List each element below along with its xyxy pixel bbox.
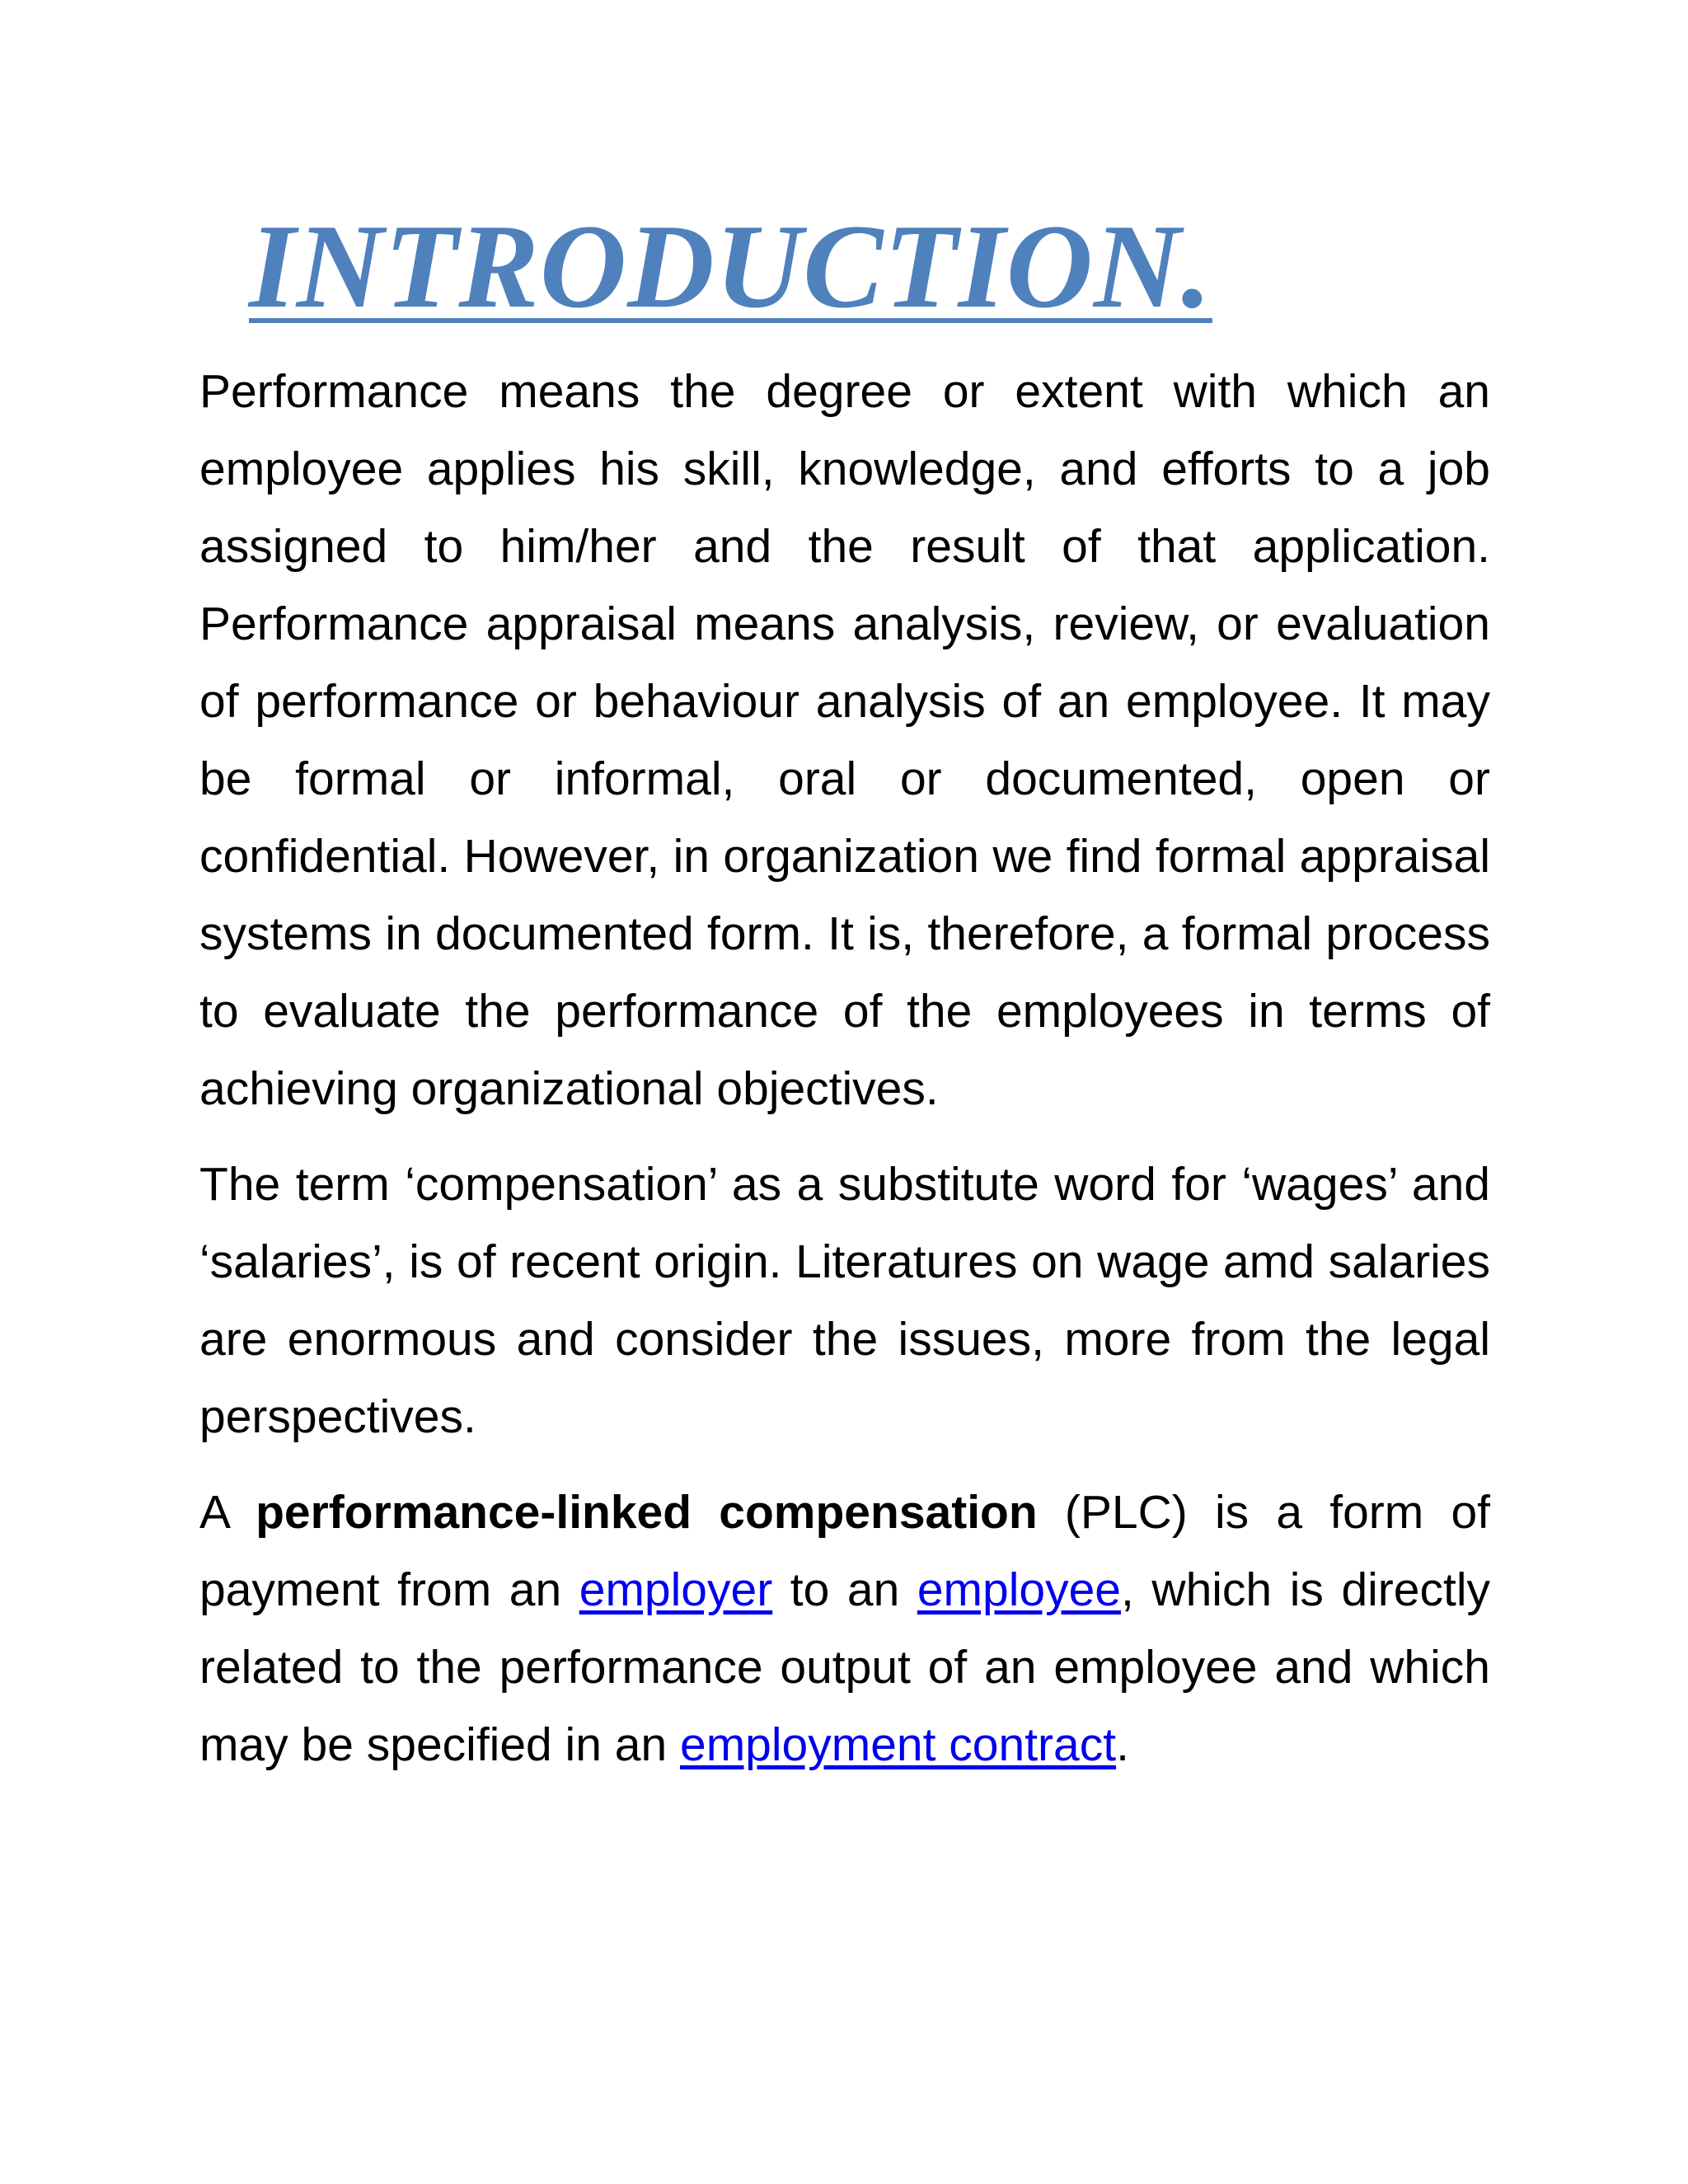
plc-text-part3: to an	[772, 1563, 917, 1616]
plc-bold-term: performance-linked compensation	[256, 1486, 1038, 1539]
employee-link[interactable]: employee	[917, 1563, 1121, 1616]
plc-text-part4: , which is directly related to the performance output of an employee and which may be specified in an	[199, 1563, 1490, 1771]
plc-text-part5: .	[1116, 1718, 1129, 1771]
paragraph-plc-definition	[199, 1474, 1490, 1783]
paragraph-performance-definition: Performance means the degree or extent with which an employee applies his skill, knowledge, and efforts to a job assigned to him/her and the result of that application. Performance appraisal means analysis, review, or evaluation of performance or behaviour analysis of an employee. It may be formal or informal, oral or documented, open or confidential. However, in organization we find formal appraisal systems in documented form. It is, therefore, a formal process to evaluate the performance of the employees in terms of achieving organizational objectives.	[199, 365, 1490, 1115]
employment-contract-link[interactable]: employment contract	[680, 1718, 1117, 1771]
employer-link[interactable]: employer	[579, 1563, 773, 1616]
paragraph-compensation-term: The term ‘compensation’ as a substitute word for ‘wages’ and ‘salaries’, is of recent origin. Literatures on wage amd salaries are enormous and consider the issues, more from the legal perspectives.	[199, 1158, 1490, 1443]
plc-text-part1: A	[199, 1486, 256, 1539]
document-content	[199, 199, 1490, 1783]
page-title: INTRODUCTION.	[249, 199, 1212, 333]
plc-text-part2: (PLC) is a form of payment from an	[199, 1486, 1490, 1616]
